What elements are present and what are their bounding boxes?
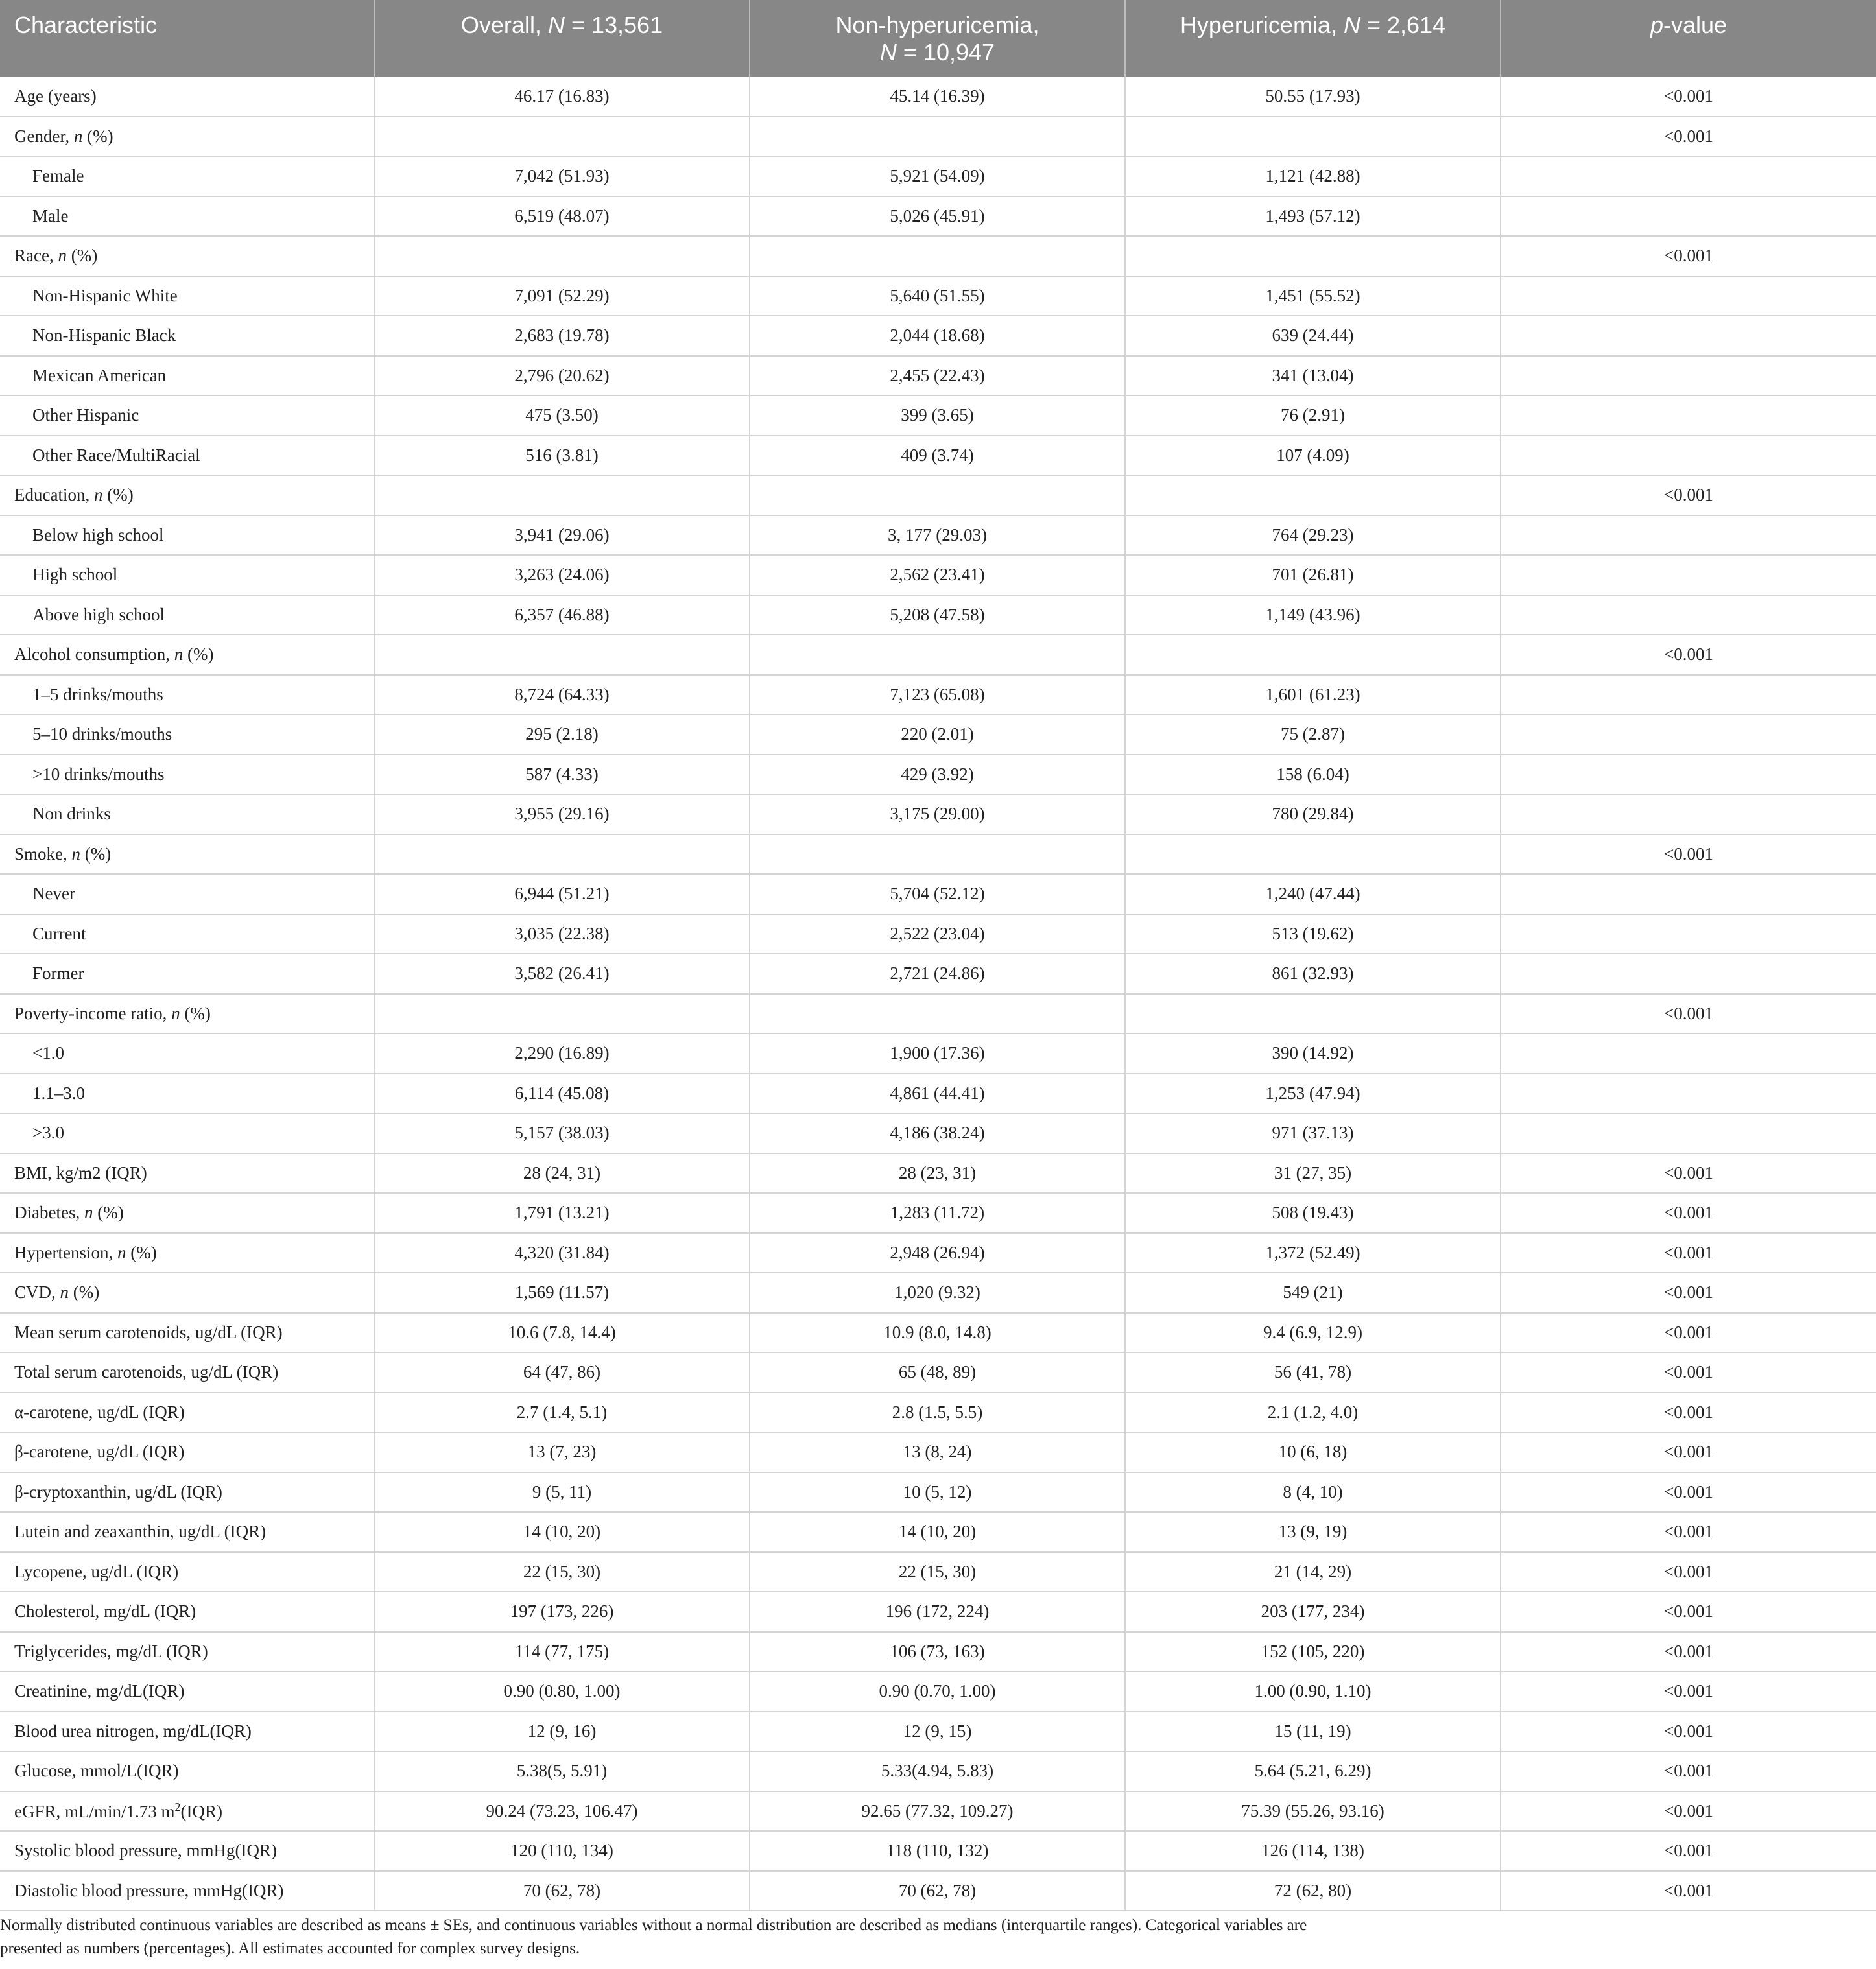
overall-cell: 3,941 (29.06)	[374, 515, 750, 556]
overall-cell: 13 (7, 23)	[374, 1432, 750, 1472]
hyperuricemia-cell: 701 (26.81)	[1125, 555, 1501, 595]
p-value-cell: <0.001	[1501, 1472, 1876, 1513]
overall-cell: 7,091 (52.29)	[374, 276, 750, 316]
non-hyperuricemia-cell: 5.33(4.94, 5.83)	[750, 1751, 1125, 1791]
overall-cell: 516 (3.81)	[374, 436, 750, 476]
p-value-cell: <0.001	[1501, 994, 1876, 1034]
overall-cell	[374, 475, 750, 515]
non-hyperuricemia-cell: 2,948 (26.94)	[750, 1233, 1125, 1273]
table-row	[0, 755, 1876, 795]
overall-cell: 6,114 (45.08)	[374, 1074, 750, 1114]
characteristic-cell: BMI, kg/m2 (IQR)	[0, 1153, 374, 1194]
non-hyperuricemia-cell: 7,123 (65.08)	[750, 675, 1125, 715]
hyperuricemia-cell: 1,149 (43.96)	[1125, 595, 1501, 635]
non-hyperuricemia-cell: 1,900 (17.36)	[750, 1033, 1125, 1074]
hyperuricemia-cell: 513 (19.62)	[1125, 914, 1501, 954]
hyperuricemia-cell: 1.00 (0.90, 1.10)	[1125, 1671, 1501, 1712]
p-value-cell	[1501, 1033, 1876, 1074]
table-row	[0, 356, 1876, 396]
hyperuricemia-cell: 390 (14.92)	[1125, 1033, 1501, 1074]
non-hyperuricemia-cell: 399 (3.65)	[750, 395, 1125, 436]
p-value-cell: <0.001	[1501, 1871, 1876, 1911]
hyperuricemia-cell: 15 (11, 19)	[1125, 1712, 1501, 1752]
hyperuricemia-cell: 75.39 (55.26, 93.16)	[1125, 1791, 1501, 1832]
non-hyperuricemia-cell: 70 (62, 78)	[750, 1871, 1125, 1911]
characteristic-cell: Diabetes, n (%)	[0, 1193, 374, 1233]
overall-cell: 46.17 (16.83)	[374, 77, 750, 117]
non-hyperuricemia-cell: 28 (23, 31)	[750, 1153, 1125, 1194]
characteristic-cell: Alcohol consumption, n (%)	[0, 635, 374, 675]
characteristic-cell: >10 drinks/mouths	[0, 755, 374, 795]
p-value-cell: <0.001	[1501, 1233, 1876, 1273]
table-row	[0, 874, 1876, 914]
non-hyperuricemia-cell: 10.9 (8.0, 14.8)	[750, 1313, 1125, 1353]
non-hyperuricemia-cell: 22 (15, 30)	[750, 1552, 1125, 1592]
overall-cell	[374, 994, 750, 1034]
characteristic-cell: α-carotene, ug/dL (IQR)	[0, 1393, 374, 1433]
table-row	[0, 1352, 1876, 1393]
p-value-cell	[1501, 395, 1876, 436]
table-row	[0, 914, 1876, 954]
non-hyperuricemia-cell	[750, 635, 1125, 675]
non-hyperuricemia-cell: 2,721 (24.86)	[750, 954, 1125, 994]
overall-cell: 2.7 (1.4, 5.1)	[374, 1393, 750, 1433]
p-value-cell	[1501, 356, 1876, 396]
table-row	[0, 236, 1876, 276]
p-value-cell	[1501, 316, 1876, 356]
characteristic-cell: Other Hispanic	[0, 395, 374, 436]
table-row	[0, 834, 1876, 875]
characteristic-cell: 1.1–3.0	[0, 1074, 374, 1114]
overall-cell: 0.90 (0.80, 1.00)	[374, 1671, 750, 1712]
p-value-cell	[1501, 196, 1876, 237]
table-row	[0, 117, 1876, 157]
non-hyperuricemia-cell: 5,026 (45.91)	[750, 196, 1125, 237]
hyperuricemia-cell	[1125, 236, 1501, 276]
p-value-cell	[1501, 276, 1876, 316]
hyperuricemia-cell	[1125, 994, 1501, 1034]
characteristic-cell: Diastolic blood pressure, mmHg(IQR)	[0, 1871, 374, 1911]
table-body	[0, 77, 1876, 1911]
header-overall: Overall, N = 13,561	[374, 0, 750, 77]
non-hyperuricemia-cell: 2.8 (1.5, 5.5)	[750, 1393, 1125, 1433]
p-value-cell: <0.001	[1501, 834, 1876, 875]
header-p-value: p-value	[1501, 0, 1876, 77]
characteristic-cell: Systolic blood pressure, mmHg(IQR)	[0, 1831, 374, 1871]
non-hyperuricemia-cell: 1,283 (11.72)	[750, 1193, 1125, 1233]
characteristic-cell: Above high school	[0, 595, 374, 635]
overall-cell	[374, 117, 750, 157]
hyperuricemia-cell: 107 (4.09)	[1125, 436, 1501, 476]
non-hyperuricemia-cell: 4,861 (44.41)	[750, 1074, 1125, 1114]
p-value-cell	[1501, 794, 1876, 834]
table-row	[0, 1632, 1876, 1672]
overall-cell: 7,042 (51.93)	[374, 156, 750, 196]
overall-cell: 9 (5, 11)	[374, 1472, 750, 1513]
header-characteristic: Characteristic	[0, 0, 374, 77]
non-hyperuricemia-cell	[750, 475, 1125, 515]
p-value-cell	[1501, 874, 1876, 914]
table-row	[0, 515, 1876, 556]
non-hyperuricemia-cell: 196 (172, 224)	[750, 1592, 1125, 1632]
p-value-cell	[1501, 914, 1876, 954]
non-hyperuricemia-cell: 4,186 (38.24)	[750, 1113, 1125, 1153]
p-value-cell: <0.001	[1501, 1671, 1876, 1712]
non-hyperuricemia-cell: 2,562 (23.41)	[750, 555, 1125, 595]
non-hyperuricemia-cell: 0.90 (0.70, 1.00)	[750, 1671, 1125, 1712]
table-row	[0, 675, 1876, 715]
table-row	[0, 1113, 1876, 1153]
characteristic-cell: CVD, n (%)	[0, 1273, 374, 1313]
characteristic-cell: 5–10 drinks/mouths	[0, 714, 374, 755]
non-hyperuricemia-cell: 1,020 (9.32)	[750, 1273, 1125, 1313]
overall-cell	[374, 236, 750, 276]
characteristic-cell: Male	[0, 196, 374, 237]
overall-cell: 3,582 (26.41)	[374, 954, 750, 994]
table-row	[0, 196, 1876, 237]
hyperuricemia-cell: 10 (6, 18)	[1125, 1432, 1501, 1472]
non-hyperuricemia-cell: 13 (8, 24)	[750, 1432, 1125, 1472]
characteristic-cell: Current	[0, 914, 374, 954]
table-row	[0, 1233, 1876, 1273]
hyperuricemia-cell	[1125, 635, 1501, 675]
characteristic-cell: Education, n (%)	[0, 475, 374, 515]
characteristic-cell: Hypertension, n (%)	[0, 1233, 374, 1273]
non-hyperuricemia-cell: 5,208 (47.58)	[750, 595, 1125, 635]
p-value-cell	[1501, 755, 1876, 795]
overall-cell	[374, 834, 750, 875]
p-value-cell	[1501, 1074, 1876, 1114]
non-hyperuricemia-cell: 2,522 (23.04)	[750, 914, 1125, 954]
overall-cell: 10.6 (7.8, 14.4)	[374, 1313, 750, 1353]
non-hyperuricemia-cell: 10 (5, 12)	[750, 1472, 1125, 1513]
table-row	[0, 1273, 1876, 1313]
header-non-hyperuricemia: Non-hyperuricemia, N = 10,947	[750, 0, 1125, 77]
characteristic-cell: Smoke, n (%)	[0, 834, 374, 875]
table-row	[0, 994, 1876, 1034]
p-value-cell	[1501, 156, 1876, 196]
overall-cell: 6,944 (51.21)	[374, 874, 750, 914]
p-value-cell: <0.001	[1501, 77, 1876, 117]
p-value-cell: <0.001	[1501, 1193, 1876, 1233]
overall-cell: 120 (110, 134)	[374, 1831, 750, 1871]
table-row	[0, 1712, 1876, 1752]
p-value-cell	[1501, 515, 1876, 556]
table-row	[0, 954, 1876, 994]
table-row	[0, 1432, 1876, 1472]
p-value-cell	[1501, 1113, 1876, 1153]
overall-cell: 12 (9, 16)	[374, 1712, 750, 1752]
hyperuricemia-cell: 780 (29.84)	[1125, 794, 1501, 834]
hyperuricemia-cell: 861 (32.93)	[1125, 954, 1501, 994]
p-value-cell: <0.001	[1501, 1432, 1876, 1472]
characteristic-cell: <1.0	[0, 1033, 374, 1074]
p-value-cell: <0.001	[1501, 1153, 1876, 1194]
table-row	[0, 1313, 1876, 1353]
non-hyperuricemia-cell: 3, 177 (29.03)	[750, 515, 1125, 556]
hyperuricemia-cell: 203 (177, 234)	[1125, 1592, 1501, 1632]
characteristic-cell: Other Race/MultiRacial	[0, 436, 374, 476]
p-value-cell: <0.001	[1501, 1592, 1876, 1632]
table-row	[0, 77, 1876, 117]
non-hyperuricemia-cell	[750, 834, 1125, 875]
overall-cell: 3,955 (29.16)	[374, 794, 750, 834]
table-row	[0, 1512, 1876, 1552]
table-row	[0, 436, 1876, 476]
header-row	[0, 0, 1876, 77]
hyperuricemia-cell: 75 (2.87)	[1125, 714, 1501, 755]
header-hyperuricemia: Hyperuricemia, N = 2,614	[1125, 0, 1501, 77]
hyperuricemia-cell	[1125, 117, 1501, 157]
hyperuricemia-cell	[1125, 834, 1501, 875]
hyperuricemia-cell: 639 (24.44)	[1125, 316, 1501, 356]
table-row	[0, 714, 1876, 755]
table-row	[0, 595, 1876, 635]
hyperuricemia-cell: 76 (2.91)	[1125, 395, 1501, 436]
table-row	[0, 1153, 1876, 1194]
hyperuricemia-cell: 31 (27, 35)	[1125, 1153, 1501, 1194]
characteristic-cell: Lycopene, ug/dL (IQR)	[0, 1552, 374, 1592]
p-value-cell	[1501, 595, 1876, 635]
hyperuricemia-cell: 1,372 (52.49)	[1125, 1233, 1501, 1273]
non-hyperuricemia-cell: 220 (2.01)	[750, 714, 1125, 755]
non-hyperuricemia-cell: 2,044 (18.68)	[750, 316, 1125, 356]
p-value-cell: <0.001	[1501, 1632, 1876, 1672]
table-row	[0, 475, 1876, 515]
p-value-cell: <0.001	[1501, 635, 1876, 675]
characteristic-cell: Former	[0, 954, 374, 994]
overall-cell: 587 (4.33)	[374, 755, 750, 795]
hyperuricemia-cell: 126 (114, 138)	[1125, 1831, 1501, 1871]
hyperuricemia-cell: 50.55 (17.93)	[1125, 77, 1501, 117]
non-hyperuricemia-cell	[750, 117, 1125, 157]
table-row	[0, 1193, 1876, 1233]
table-row	[0, 794, 1876, 834]
p-value-cell: <0.001	[1501, 1352, 1876, 1393]
characteristic-cell: Female	[0, 156, 374, 196]
overall-cell: 64 (47, 86)	[374, 1352, 750, 1393]
overall-cell: 197 (173, 226)	[374, 1592, 750, 1632]
characteristic-cell: Creatinine, mg/dL(IQR)	[0, 1671, 374, 1712]
table-row	[0, 156, 1876, 196]
overall-cell: 6,357 (46.88)	[374, 595, 750, 635]
hyperuricemia-cell: 1,121 (42.88)	[1125, 156, 1501, 196]
characteristic-cell: Mean serum carotenoids, ug/dL (IQR)	[0, 1313, 374, 1353]
p-value-cell: <0.001	[1501, 236, 1876, 276]
non-hyperuricemia-cell	[750, 994, 1125, 1034]
non-hyperuricemia-cell: 429 (3.92)	[750, 755, 1125, 795]
p-value-cell: <0.001	[1501, 1512, 1876, 1552]
overall-cell: 475 (3.50)	[374, 395, 750, 436]
non-hyperuricemia-cell: 5,921 (54.09)	[750, 156, 1125, 196]
characteristic-cell: 1–5 drinks/mouths	[0, 675, 374, 715]
overall-cell: 2,683 (19.78)	[374, 316, 750, 356]
hyperuricemia-cell	[1125, 475, 1501, 515]
hyperuricemia-cell: 2.1 (1.2, 4.0)	[1125, 1393, 1501, 1433]
non-hyperuricemia-cell: 409 (3.74)	[750, 436, 1125, 476]
overall-cell: 3,263 (24.06)	[374, 555, 750, 595]
p-value-cell: <0.001	[1501, 1791, 1876, 1832]
overall-cell: 14 (10, 20)	[374, 1512, 750, 1552]
p-value-cell: <0.001	[1501, 1552, 1876, 1592]
hyperuricemia-cell: 549 (21)	[1125, 1273, 1501, 1313]
table-row	[0, 1671, 1876, 1712]
table-row	[0, 1074, 1876, 1114]
table-row	[0, 1472, 1876, 1513]
characteristic-cell: Non-Hispanic Black	[0, 316, 374, 356]
characteristic-cell: β-carotene, ug/dL (IQR)	[0, 1432, 374, 1472]
overall-cell: 2,290 (16.89)	[374, 1033, 750, 1074]
hyperuricemia-cell: 508 (19.43)	[1125, 1193, 1501, 1233]
table-row	[0, 1871, 1876, 1911]
hyperuricemia-cell: 764 (29.23)	[1125, 515, 1501, 556]
p-value-cell	[1501, 675, 1876, 715]
p-value-cell: <0.001	[1501, 1751, 1876, 1791]
characteristic-cell: eGFR, mL/min/1.73 $m^2(IQR)$	[0, 1791, 374, 1832]
hyperuricemia-cell: 56 (41, 78)	[1125, 1352, 1501, 1393]
characteristic-cell: High school	[0, 555, 374, 595]
overall-cell: 6,519 (48.07)	[374, 196, 750, 237]
p-value-cell: <0.001	[1501, 117, 1876, 157]
hyperuricemia-cell: 9.4 (6.9, 12.9)	[1125, 1313, 1501, 1353]
table-row	[0, 1592, 1876, 1632]
hyperuricemia-cell: 152 (105, 220)	[1125, 1632, 1501, 1672]
non-hyperuricemia-cell: 14 (10, 20)	[750, 1512, 1125, 1552]
hyperuricemia-cell: 1,493 (57.12)	[1125, 196, 1501, 237]
p-value-cell	[1501, 555, 1876, 595]
table-footnote: Normally distributed continuous variables are described as means ± SEs, and continuous variables without a normal distribution are described as medians (interquartile ranges). Categorical variables are presented as numbers (percentages). All estimates accounted for complex survey designs.	[0, 1916, 1307, 1957]
characteristic-cell: Never	[0, 874, 374, 914]
characteristic-cell: Mexican American	[0, 356, 374, 396]
characteristic-cell: Non drinks	[0, 794, 374, 834]
characteristic-cell: Total serum carotenoids, ug/dL (IQR)	[0, 1352, 374, 1393]
p-value-cell: <0.001	[1501, 1273, 1876, 1313]
characteristic-cell: Non-Hispanic White	[0, 276, 374, 316]
hyperuricemia-cell: 1,451 (55.52)	[1125, 276, 1501, 316]
hyperuricemia-cell: 971 (37.13)	[1125, 1113, 1501, 1153]
characteristic-cell: Glucose, mmol/L(IQR)	[0, 1751, 374, 1791]
non-hyperuricemia-cell	[750, 236, 1125, 276]
table-header	[0, 0, 1876, 77]
hyperuricemia-cell: 13 (9, 19)	[1125, 1512, 1501, 1552]
p-value-cell: <0.001	[1501, 1313, 1876, 1353]
table-row	[0, 316, 1876, 356]
table-row	[0, 1393, 1876, 1433]
non-hyperuricemia-cell: 5,704 (52.12)	[750, 874, 1125, 914]
overall-cell: 4,320 (31.84)	[374, 1233, 750, 1273]
overall-cell: 5,157 (38.03)	[374, 1113, 750, 1153]
hyperuricemia-cell: 158 (6.04)	[1125, 755, 1501, 795]
hyperuricemia-cell: 1,253 (47.94)	[1125, 1074, 1501, 1114]
overall-cell: 5.38(5, 5.91)	[374, 1751, 750, 1791]
non-hyperuricemia-cell: 118 (110, 132)	[750, 1831, 1125, 1871]
table-row	[0, 395, 1876, 436]
characteristic-cell: Cholesterol, mg/dL (IQR)	[0, 1592, 374, 1632]
overall-cell: 1,569 (11.57)	[374, 1273, 750, 1313]
overall-cell: 28 (24, 31)	[374, 1153, 750, 1194]
table-row	[0, 276, 1876, 316]
non-hyperuricemia-cell: 2,455 (22.43)	[750, 356, 1125, 396]
characteristic-cell: Blood urea nitrogen, mg/dL(IQR)	[0, 1712, 374, 1752]
non-hyperuricemia-cell: 3,175 (29.00)	[750, 794, 1125, 834]
table-row	[0, 1791, 1876, 1832]
p-value-cell	[1501, 954, 1876, 994]
table-row	[0, 555, 1876, 595]
characteristic-cell: Age (years)	[0, 77, 374, 117]
hyperuricemia-cell: 8 (4, 10)	[1125, 1472, 1501, 1513]
hyperuricemia-cell: 21 (14, 29)	[1125, 1552, 1501, 1592]
p-value-cell: <0.001	[1501, 1712, 1876, 1752]
p-value-cell: <0.001	[1501, 1393, 1876, 1433]
p-value-cell	[1501, 714, 1876, 755]
p-value-cell: <0.001	[1501, 1831, 1876, 1871]
p-value-cell	[1501, 436, 1876, 476]
overall-cell: 114 (77, 175)	[374, 1632, 750, 1672]
overall-cell: 70 (62, 78)	[374, 1871, 750, 1911]
non-hyperuricemia-cell: 65 (48, 89)	[750, 1352, 1125, 1393]
overall-cell	[374, 635, 750, 675]
characteristic-cell: Poverty-income ratio, n (%)	[0, 994, 374, 1034]
overall-cell: 3,035 (22.38)	[374, 914, 750, 954]
overall-cell: 295 (2.18)	[374, 714, 750, 755]
table-row	[0, 635, 1876, 675]
non-hyperuricemia-cell: 106 (73, 163)	[750, 1632, 1125, 1672]
p-value-cell: <0.001	[1501, 475, 1876, 515]
hyperuricemia-cell: 5.64 (5.21, 6.29)	[1125, 1751, 1501, 1791]
non-hyperuricemia-cell: 45.14 (16.39)	[750, 77, 1125, 117]
table-row	[0, 1831, 1876, 1871]
table-row	[0, 1552, 1876, 1592]
characteristic-cell: Lutein and zeaxanthin, ug/dL (IQR)	[0, 1512, 374, 1552]
table-row	[0, 1033, 1876, 1074]
overall-cell: 8,724 (64.33)	[374, 675, 750, 715]
characteristic-cell: Gender, n (%)	[0, 117, 374, 157]
hyperuricemia-cell: 1,601 (61.23)	[1125, 675, 1501, 715]
non-hyperuricemia-cell: 5,640 (51.55)	[750, 276, 1125, 316]
characteristic-cell: β-cryptoxanthin, ug/dL (IQR)	[0, 1472, 374, 1513]
table-row	[0, 1751, 1876, 1791]
overall-cell: 2,796 (20.62)	[374, 356, 750, 396]
non-hyperuricemia-cell: 92.65 (77.32, 109.27)	[750, 1791, 1125, 1832]
hyperuricemia-cell: 1,240 (47.44)	[1125, 874, 1501, 914]
characteristic-cell: Triglycerides, mg/dL (IQR)	[0, 1632, 374, 1672]
hyperuricemia-cell: 72 (62, 80)	[1125, 1871, 1501, 1911]
characteristic-cell: Below high school	[0, 515, 374, 556]
hyperuricemia-cell: 341 (13.04)	[1125, 356, 1501, 396]
overall-cell: 90.24 (73.23, 106.47)	[374, 1791, 750, 1832]
overall-cell: 1,791 (13.21)	[374, 1193, 750, 1233]
characteristic-cell: >3.0	[0, 1113, 374, 1153]
overall-cell: 22 (15, 30)	[374, 1552, 750, 1592]
non-hyperuricemia-cell: 12 (9, 15)	[750, 1712, 1125, 1752]
characteristic-cell: Race, n (%)	[0, 236, 374, 276]
